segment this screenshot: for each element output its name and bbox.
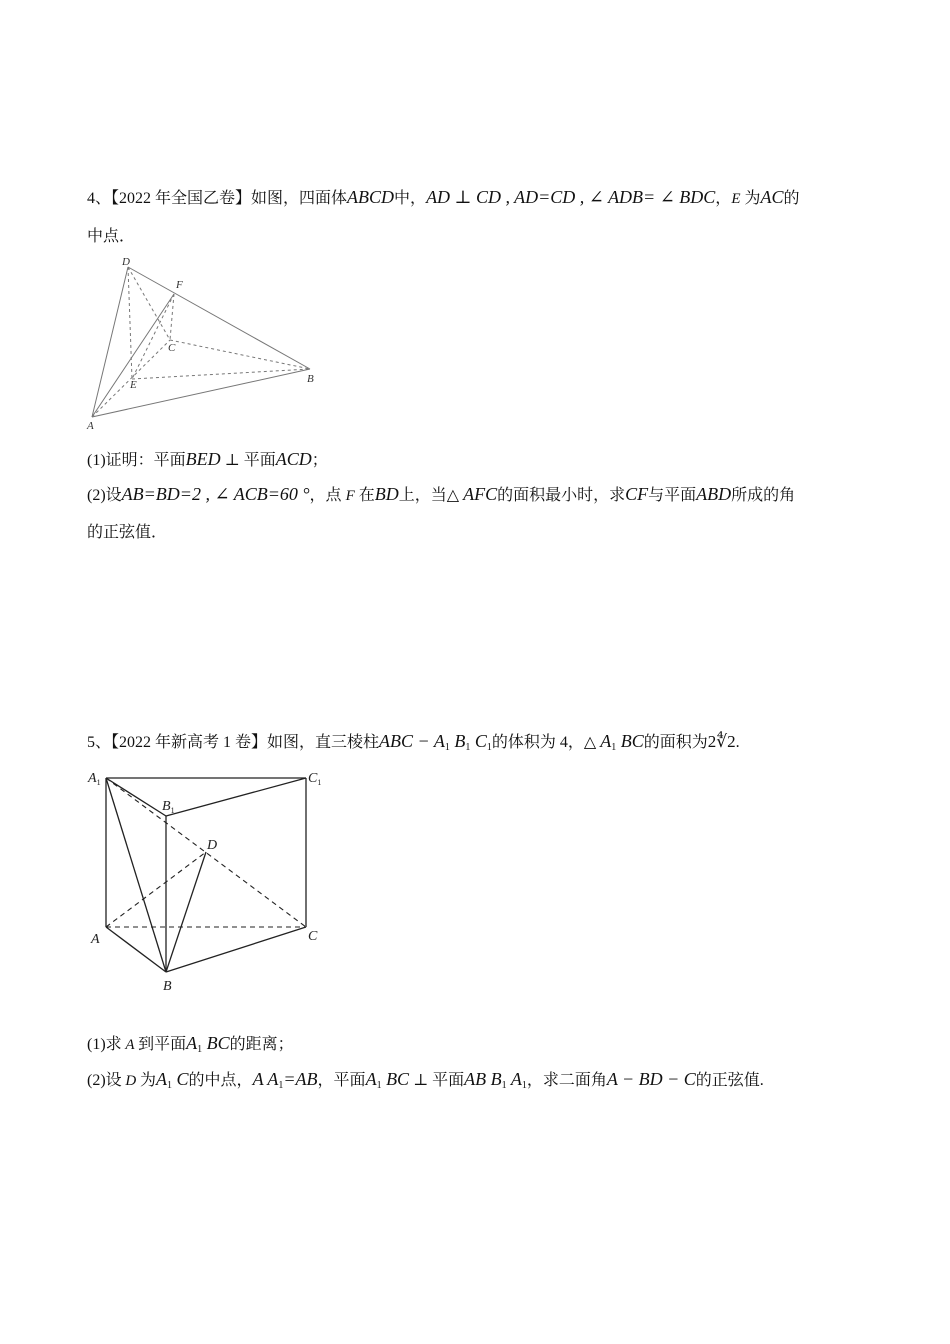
- q4-text: 如图，四面体: [251, 190, 348, 207]
- q5-p1-plane: [186, 1033, 230, 1053]
- q5-p2-text: 的中点，: [188, 1072, 253, 1089]
- q4-p1-bed: BED: [185, 449, 221, 469]
- q5-math-prism: [379, 731, 492, 751]
- q5-label-b: B: [163, 979, 172, 994]
- q4-p2-text: 与平面: [648, 487, 697, 504]
- q5-sub: 1: [611, 742, 617, 753]
- q4-part2-line1: [87, 484, 795, 506]
- q5-sub: 1: [376, 1080, 382, 1091]
- q4-label-f: F: [176, 279, 183, 291]
- q4-p2-f: F: [345, 488, 355, 504]
- q5-p2-a1c: [156, 1069, 189, 1089]
- q4-source: 【2022 年全国乙卷】: [111, 190, 252, 207]
- q4-p1-text: ；: [311, 452, 328, 469]
- q5-a1: A: [600, 731, 612, 751]
- q5-area-value: 2∜2: [707, 732, 736, 751]
- q5-p1-a1: A: [186, 1033, 198, 1053]
- q4-label-c: C: [168, 342, 176, 354]
- q5-prism-c: C: [470, 731, 487, 751]
- q5-p2-aa1: [253, 1069, 318, 1089]
- q5-p2-text: ，求二面角: [526, 1072, 607, 1089]
- q5-part1: [87, 1033, 294, 1060]
- q5-p2-a1b: A: [506, 1069, 522, 1089]
- q5-p2-aa: A A: [252, 1069, 279, 1089]
- q4-tetrahedron-figure: [82, 252, 327, 434]
- q5-p2-pa1: A: [365, 1069, 377, 1089]
- edge-bd: [166, 852, 206, 972]
- q5-label-a: A: [91, 932, 100, 947]
- q5-p2-c: C: [172, 1069, 189, 1089]
- q4-p2-text: 所成的角: [731, 487, 796, 504]
- q4-math-e: E: [731, 191, 741, 207]
- edge-a1b1: [106, 778, 166, 816]
- q5-stem: [87, 731, 740, 758]
- q4-stem-line2: 中点．: [87, 228, 136, 245]
- q5-p2-dihedral: A − BD − C: [606, 1069, 696, 1089]
- q4-p1-acd: ACD: [275, 449, 312, 469]
- q5-p2-text: ，平面: [317, 1072, 366, 1089]
- q5-p2-a1: A: [156, 1069, 168, 1089]
- q5-p2-plane1: [366, 1069, 410, 1089]
- edge-bc: [166, 927, 306, 972]
- q5-sub: 1: [167, 1080, 173, 1091]
- q4-p1-text: (1)证明：平面: [87, 452, 186, 469]
- edge-af: [92, 294, 174, 417]
- q5-text: 如图，直三棱柱: [267, 734, 380, 751]
- q5-prism-a: ABC − A: [379, 731, 445, 751]
- q5-p1-text: 的距离；: [229, 1036, 294, 1053]
- q5-sub: 1: [197, 1044, 203, 1055]
- q5-text: 的体积为 4，: [491, 734, 584, 751]
- q5-prism-b: B: [449, 731, 466, 751]
- q5-text: 的面积为: [643, 734, 708, 751]
- q5-p2-text: 为: [140, 1072, 157, 1089]
- q4-label-d: D: [122, 256, 130, 268]
- q4-p2-text: 上，当: [398, 487, 447, 504]
- q5-label-c1: $C_1$: [308, 771, 322, 787]
- edge-da: [92, 267, 128, 417]
- q5-p2-eq: =AB: [283, 1069, 318, 1089]
- q4-p2-cf: CF: [625, 484, 649, 504]
- q5-p1-bc: BC: [202, 1033, 230, 1053]
- q4-p1-text: 平面: [243, 452, 276, 469]
- q5-sub: 1: [465, 742, 471, 753]
- q4-p2-bd: BD: [374, 484, 399, 504]
- edge-ab: [92, 369, 310, 417]
- q5-p2-abb: AB B: [464, 1069, 502, 1089]
- q5-p2-perp: ⊥: [409, 1072, 433, 1089]
- q5-sub: 1: [444, 742, 450, 753]
- edge-db: [128, 267, 310, 369]
- q4-p1-perp: ⊥: [220, 452, 244, 469]
- edge-dc: [128, 267, 170, 340]
- q5-p2-text: 平面: [432, 1072, 465, 1089]
- q4-stem-line1: [87, 187, 800, 209]
- q5-label-b1: $B_1$: [162, 799, 175, 815]
- q4-label-a: A: [87, 420, 94, 432]
- q5-label-c: C: [308, 929, 318, 944]
- q5-bc: BC: [616, 731, 644, 751]
- q4-number: 4、: [87, 190, 112, 207]
- q4-p2-triangle: △: [446, 487, 464, 504]
- q5-part2: [87, 1069, 764, 1096]
- q5-p1-text: (1)求: [87, 1036, 122, 1053]
- q4-p2-abd: ABD: [696, 484, 732, 504]
- q4-p2-cond: AB=BD=2 , ∠ ACB=60 °: [121, 484, 310, 504]
- q5-sub: 1: [278, 1080, 284, 1091]
- q5-p2-plane2: [464, 1069, 527, 1089]
- q4-text: 为: [740, 190, 761, 207]
- q5-p1-text: 到平面: [138, 1036, 187, 1053]
- q5-source: 【2022 年新高考 1 卷】: [111, 734, 268, 751]
- q4-math-ac: AC: [760, 187, 784, 207]
- q5-p2-text: 的正弦值.: [695, 1072, 764, 1089]
- q5-p2-pbc: BC: [381, 1069, 410, 1089]
- edge-b1c1: [166, 778, 306, 816]
- q4-part1: [87, 449, 328, 471]
- q4-p2-text: 的面积最小时，求: [497, 487, 626, 504]
- q5-math-a1bc: [600, 731, 644, 751]
- q5-number: 5、: [87, 734, 112, 751]
- q5-p2-text: (2)设: [87, 1072, 122, 1089]
- edge-eb: [132, 369, 310, 379]
- q4-p2-text: 在: [354, 487, 375, 504]
- q4-label-e: E: [130, 379, 137, 391]
- q4-p2-afc: AFC: [463, 484, 498, 504]
- q4-text: ，: [715, 190, 732, 207]
- q4-part2-line2: 的正弦值．: [87, 524, 168, 541]
- q4-text: 中，: [394, 190, 427, 207]
- q5-label-a1: $A_1$: [88, 771, 101, 787]
- edge-ad: [106, 852, 206, 927]
- q4-p2-text: (2)设: [87, 487, 122, 504]
- q5-prism-figure: [86, 765, 331, 995]
- q5-label-d: D: [207, 838, 218, 853]
- q4-label-b: B: [307, 373, 314, 385]
- q5-sub: 1: [521, 1080, 527, 1091]
- q5-p1-a: A: [121, 1037, 139, 1053]
- q5-sub: 1: [501, 1080, 507, 1091]
- edge-cb: [170, 340, 310, 369]
- edge-ab: [106, 927, 166, 972]
- q5-p2-d: D: [121, 1073, 141, 1089]
- q5-triangle: △: [583, 734, 601, 751]
- q4-p2-text: ，点: [309, 487, 346, 504]
- q5-text: .: [735, 734, 740, 751]
- edge-a1b: [106, 778, 166, 972]
- q4-math-conditions: AD ⊥ CD , AD=CD , ∠ ADB= ∠ BDC: [426, 187, 716, 207]
- q4-text: 的: [783, 190, 800, 207]
- q5-sub: 1: [486, 742, 492, 753]
- q4-math-abcd: ABCD: [347, 187, 395, 207]
